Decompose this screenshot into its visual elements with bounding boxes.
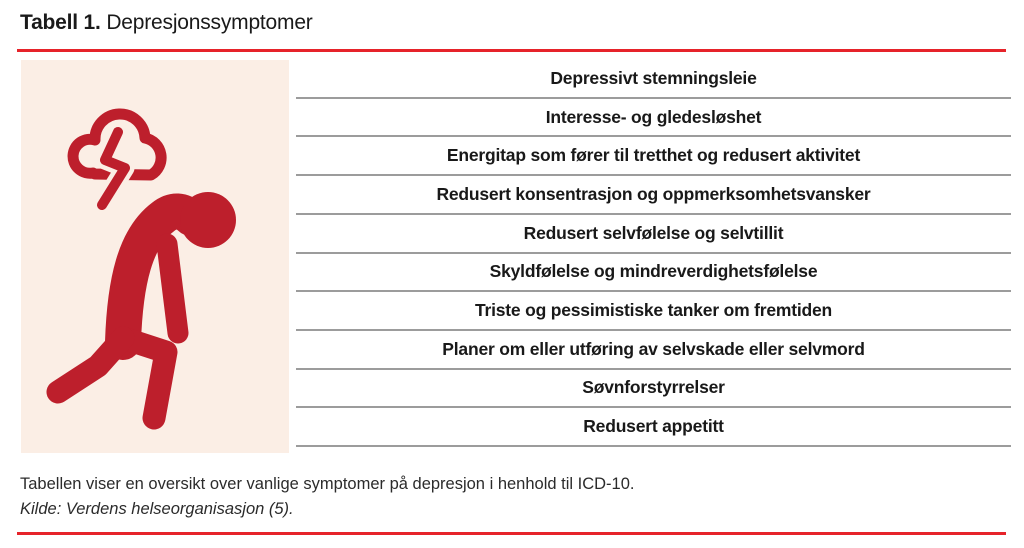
table-number-label: Tabell 1. [20,11,101,34]
hunched-person-icon [58,192,236,418]
depressed-person-storm-cloud-icon [21,60,289,453]
page-title [20,9,313,36]
table-title-text: Depresjonssymptomer [106,11,313,34]
table-row: Interesse- og gledesløshet [296,99,1011,138]
bottom-red-rule [17,532,1006,535]
person-arm [167,244,178,333]
person-front-leg [123,338,166,418]
person-back-leg [58,338,123,392]
caption-source: Kilde: Verdens helseorganisasjon (5). [20,500,294,518]
symptom-table [296,60,1011,447]
table-row: Søvnforstyrrelser [296,370,1011,409]
caption-text: Tabellen viser en oversikt over vanlige symptomer på depresjon i henhold til ICD-10. [20,475,635,493]
top-red-rule [17,49,1006,52]
table-row: Redusert konsentrasjon og oppmerksomhetsvansker [296,176,1011,215]
person-head [180,192,236,248]
table-row: Planer om eller utføring av selvskade eller selvmord [296,331,1011,370]
table-caption [20,472,980,522]
table-row: Redusert selvfølelse og selvtillit [296,215,1011,254]
table-row: Skyldfølelse og mindreverdighetsfølelse [296,254,1011,293]
depression-illustration [21,60,289,453]
table-row: Redusert appetitt [296,408,1011,447]
table-row: Depressivt stemningsleie [296,60,1011,99]
table-row: Energitap som fører til tretthet og redusert aktivitet [296,137,1011,176]
table-row: Triste og pessimistiske tanker om fremtiden [296,292,1011,331]
